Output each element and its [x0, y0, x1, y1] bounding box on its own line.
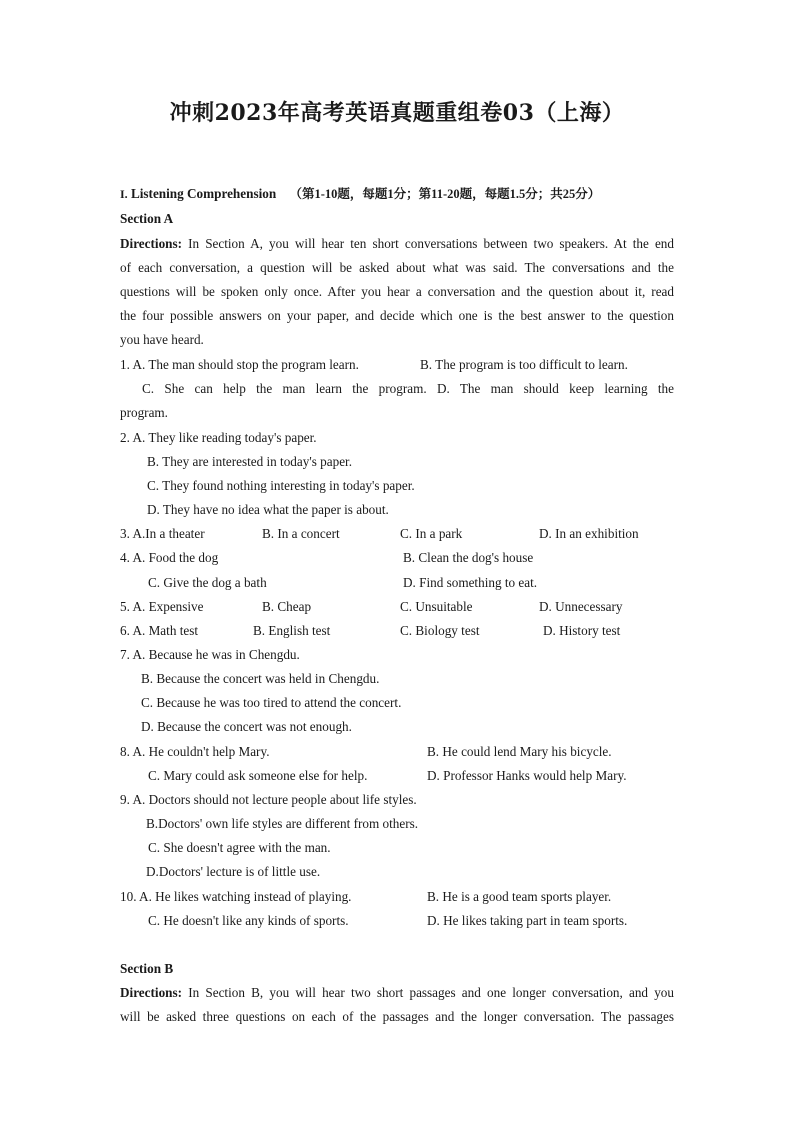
q6-option-d: D. History test	[543, 623, 621, 638]
q5-option-c: C. Unsuitable	[400, 599, 473, 614]
q8-option-c: C. Mary could ask someone else for help.	[148, 768, 368, 783]
part-number: I.	[120, 187, 128, 201]
q1-option-c-d: C. She can help the man learn the program. D. The man should keep learning the	[142, 381, 674, 396]
directions-label: Directions:	[120, 236, 183, 251]
q3-option-b: B. In a concert	[262, 526, 340, 541]
directions-label: Directions:	[120, 985, 183, 1000]
q5-option-b: B. Cheap	[262, 599, 312, 614]
section-a-directions-line-3: questions will be spoken only once. After you hear a conversation and the question about it, read	[120, 284, 674, 299]
q2-option-d: D. They have no idea what the paper is about.	[147, 502, 389, 517]
q10-option-a: 10. A. He likes watching instead of playing.	[120, 889, 352, 904]
part-scoring-note: （第1-10题，每题1分；第11-20题，每题1.5分；共25分）	[289, 187, 601, 201]
section-a-directions-line-1	[120, 236, 674, 252]
q7-option-b: B. Because the concert was held in Chengdu.	[141, 671, 380, 686]
section-a-directions-line-2: of each conversation, a question will be asked about what was said. The conversations and the	[120, 260, 674, 275]
q5-option-d: D. Unnecessary	[539, 599, 623, 614]
q1-option-b: B. The program is too difficult to learn.	[420, 357, 628, 372]
section-a-directions-line-4: the four possible answers on your paper, and decide which one is the best answer to the question	[120, 308, 674, 323]
section-a-label: Section A	[120, 211, 174, 226]
page-title: 冲刺2023年高考英语真题重组卷03（上海）	[169, 100, 625, 126]
q1-option-a: 1. A. The man should stop the program learn.	[120, 357, 359, 372]
q8-option-a: 8. A. He couldn't help Mary.	[120, 744, 270, 759]
q10-option-c: C. He doesn't like any kinds of sports.	[148, 913, 349, 928]
directions-text: In Section A, you will hear ten short conversations between two speakers. At the end	[182, 236, 674, 251]
q7-option-a: 7. A. Because he was in Chengdu.	[120, 647, 300, 662]
part-title: Listening Comprehension	[130, 186, 277, 201]
q7-option-d: D. Because the concert was not enough.	[141, 719, 352, 734]
q5-option-a: 5. A. Expensive	[120, 599, 204, 614]
q2-option-a: 2. A. They like reading today's paper.	[120, 430, 317, 445]
q9-option-b: B.Doctors' own life styles are different from others.	[146, 816, 419, 831]
q9-option-a: 9. A. Doctors should not lecture people about life styles.	[120, 792, 417, 807]
section-b-label: Section B	[120, 961, 174, 976]
q4-option-a: 4. A. Food the dog	[120, 550, 219, 565]
part-heading	[120, 186, 600, 202]
q9-option-d: D.Doctors' lecture is of little use.	[146, 864, 321, 879]
q4-option-c: C. Give the dog a bath	[148, 575, 267, 590]
q4-option-d: D. Find something to eat.	[403, 575, 538, 590]
directions-text: In Section B, you will hear two short passages and one longer conversation, and you	[182, 985, 674, 1000]
q6-option-a: 6. A. Math test	[120, 623, 199, 638]
section-b-directions-line-2: will be asked three questions on each of the passages and the longer conversation. The passages	[120, 1009, 674, 1024]
q3-option-d: D. In an exhibition	[539, 526, 639, 541]
q2-option-c: C. They found nothing interesting in today's paper.	[147, 478, 415, 493]
section-b-directions-line-1	[120, 985, 674, 1001]
q7-option-c: C. Because he was too tired to attend the concert.	[141, 695, 402, 710]
q4-option-b: B. Clean the dog's house	[403, 550, 534, 565]
q10-option-d: D. He likes taking part in team sports.	[427, 913, 628, 928]
q2-option-b: B. They are interested in today's paper.	[147, 454, 353, 469]
q6-option-b: B. English test	[253, 623, 331, 638]
q8-option-b: B. He could lend Mary his bicycle.	[427, 744, 612, 759]
section-a-directions-line-5: you have heard.	[120, 332, 204, 347]
q3-option-a: 3. A.In a theater	[120, 526, 205, 541]
q8-option-d: D. Professor Hanks would help Mary.	[427, 768, 627, 783]
q6-option-c: C. Biology test	[400, 623, 480, 638]
q10-option-b: B. He is a good team sports player.	[427, 889, 612, 904]
q9-option-c: C. She doesn't agree with the man.	[148, 840, 331, 855]
q3-option-c: C. In a park	[400, 526, 463, 541]
q1-option-d-tail: program.	[120, 405, 168, 420]
